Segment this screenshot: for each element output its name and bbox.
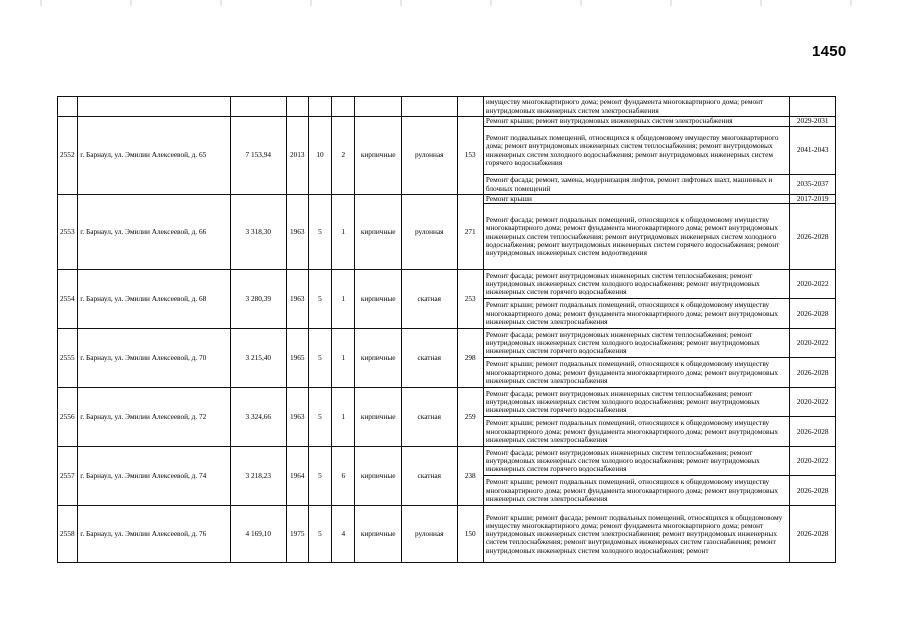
cell-num: 2553 xyxy=(58,195,78,270)
cell-period: 2026-2028 xyxy=(790,204,836,270)
cell-roof: скатная xyxy=(401,270,457,329)
cell-residents: 253 xyxy=(457,270,483,329)
cell-period: 2026-2028 xyxy=(790,417,836,447)
cell-walls xyxy=(355,97,402,117)
table-row xyxy=(58,270,836,299)
cell-roof: скатная xyxy=(401,329,457,388)
cell-address: г. Барнаул, ул. Эмилии Алексеевой, д. 68 xyxy=(78,270,231,329)
cell-year: 1963 xyxy=(286,270,308,329)
cell-num: 2558 xyxy=(58,506,78,563)
cell-floors: 5 xyxy=(308,195,331,270)
cell-num: 2557 xyxy=(58,447,78,506)
cell-period: 2020-2022 xyxy=(790,270,836,299)
cell-num: 2556 xyxy=(58,388,78,447)
cell-roof xyxy=(401,97,457,117)
cell-area: 3 280,39 xyxy=(230,270,286,329)
cell-floors: 10 xyxy=(308,117,331,195)
table-row xyxy=(58,97,836,117)
cell-year: 2013 xyxy=(286,117,308,195)
cell-year: 1964 xyxy=(286,447,308,506)
cell-area xyxy=(230,97,286,117)
cell-entrances: 2 xyxy=(332,117,355,195)
cell-period: 2017-2019 xyxy=(790,195,836,204)
cell-entrances: 1 xyxy=(332,195,355,270)
cell-walls: кирпичные xyxy=(355,117,402,195)
cell-year: 1963 xyxy=(286,195,308,270)
cell-floors: 5 xyxy=(308,329,331,388)
cell-year: 1965 xyxy=(286,329,308,388)
cell-address: г. Барнаул, ул. Эмилии Алексеевой, д. 72 xyxy=(78,388,231,447)
cell-area: 4 169,10 xyxy=(230,506,286,563)
cell-entrances: 1 xyxy=(332,388,355,447)
cell-floors: 5 xyxy=(308,270,331,329)
cell-entrances: 1 xyxy=(332,329,355,388)
scan-artifact xyxy=(0,0,904,6)
cell-area: 3 215,40 xyxy=(230,329,286,388)
table-row xyxy=(58,329,836,358)
cell-period: 2026-2028 xyxy=(790,299,836,329)
cell-year xyxy=(286,97,308,117)
cell-area: 7 153,94 xyxy=(230,117,286,195)
cell-walls: кирпичные xyxy=(355,447,402,506)
cell-entrances: 6 xyxy=(332,447,355,506)
cell-roof: рулонная xyxy=(401,506,457,563)
table-row xyxy=(58,117,836,127)
cell-area: 3 218,23 xyxy=(230,447,286,506)
cell-works: Ремонт крыши; ремонт внутридомовых инженерных систем электроснабжения xyxy=(483,117,790,127)
cell-floors: 5 xyxy=(308,447,331,506)
cell-entrances xyxy=(332,97,355,117)
cell-period: 2020-2022 xyxy=(790,447,836,476)
cell-works: имуществу многоквартирного дома; ремонт фундамента многоквартирного дома; ремонт внутридомовых инженерных систем электроснабжения xyxy=(483,97,790,117)
cell-period: 2035-2037 xyxy=(790,175,836,195)
cell-num xyxy=(58,97,78,117)
cell-floors xyxy=(308,97,331,117)
cell-address: г. Барнаул, ул. Эмилии Алексеевой, д. 74 xyxy=(78,447,231,506)
cell-residents xyxy=(457,97,483,117)
cell-area: 3 324,66 xyxy=(230,388,286,447)
cell-residents: 238 xyxy=(457,447,483,506)
cell-residents: 259 xyxy=(457,388,483,447)
cell-floors: 5 xyxy=(308,506,331,563)
cell-walls: кирпичные xyxy=(355,506,402,563)
cell-residents: 153 xyxy=(457,117,483,195)
cell-works: Ремонт фасада; ремонт внутридомовых инженерных систем теплоснабжения; ремонт внутридомовых инженерных систем холодного водоснабжения; ремонт внутридомовых инженерных систем горячего водоснабжения xyxy=(483,447,790,476)
cell-works: Ремонт фасада; ремонт внутридомовых инженерных систем теплоснабжения; ремонт внутридомовых инженерных систем холодного водоснабжения; ремонт внутридомовых инженерных систем горячего водоснабжения xyxy=(483,329,790,358)
cell-walls: кирпичные xyxy=(355,270,402,329)
cell-roof: скатная xyxy=(401,388,457,447)
cell-address: г. Барнаул, ул. Эмилии Алексеевой, д. 76 xyxy=(78,506,231,563)
cell-walls: кирпичные xyxy=(355,195,402,270)
cell-works: Ремонт крыши; ремонт подвальных помещений, относящихся к общедомовому имуществу многоквартирного дома; ремонт фундамента многоквартирного дома; ремонт внутридомовых инженерных систем электроснабжения xyxy=(483,299,790,329)
housing-repair-table xyxy=(57,96,836,563)
cell-period: 2041-2043 xyxy=(790,127,836,175)
cell-address: г. Барнаул, ул. Эмилии Алексеевой, д. 65 xyxy=(78,117,231,195)
cell-num: 2552 xyxy=(58,117,78,195)
table-row xyxy=(58,388,836,417)
cell-period: 2026-2028 xyxy=(790,506,836,563)
cell-works: Ремонт крыши; ремонт подвальных помещений, относящихся к общедомовому имуществу многоквартирного дома; ремонт фундамента многоквартирного дома; ремонт внутридомовых инженерных систем электроснабжения xyxy=(483,358,790,388)
cell-works: Ремонт фасада; ремонт подвальных помещений, относящихся к общедомовому имуществу многоквартирного дома; ремонт фундамента многоквартирного дома; ремонт внутридомовых инженерных систем теплоснабжения; ремонт внутридомовых инженерных систем холодного водоснабжения; ремонт внутридомовых инженерных систем горячего водоснабжения; ремонт внутридомовых инженерных систем водоотведения xyxy=(483,204,790,270)
cell-residents: 298 xyxy=(457,329,483,388)
cell-num: 2555 xyxy=(58,329,78,388)
cell-works: Ремонт фасада; ремонт внутридомовых инженерных систем теплоснабжения; ремонт внутридомовых инженерных систем холодного водоснабжения; ремонт внутридомовых инженерных систем горячего водоснабжения xyxy=(483,270,790,299)
cell-works: Ремонт фасада; ремонт, замена, модернизация лифтов, ремонт лифтовых шахт, машинных и блочных помещений xyxy=(483,175,790,195)
cell-period: 2029-2031 xyxy=(790,117,836,127)
cell-entrances: 4 xyxy=(332,506,355,563)
cell-walls: кирпичные xyxy=(355,329,402,388)
cell-works: Ремонт крыши; ремонт подвальных помещений, относящихся к общедомовому имуществу многоквартирного дома; ремонт фундамента многоквартирного дома; ремонт внутридомовых инженерных систем электроснабжения xyxy=(483,417,790,447)
cell-works: Ремонт крыши; ремонт фасада; ремонт подвальных помещений, относящихся к общедомовому имуществу многоквартирного дома; ремонт фундамента многоквартирного дома; ремонт внутридомовых инженерных систем электроснабжения; ремонт внутридомовых инженерных систем теплоснабжения; ремонт внутридомовых инженерных систем газоснабжения; ремонт внутридомовых инженерных систем холодного водоснабжения; ремонт xyxy=(483,506,790,563)
cell-period: 2026-2028 xyxy=(790,358,836,388)
cell-period xyxy=(790,97,836,117)
cell-period: 2020-2022 xyxy=(790,329,836,358)
cell-roof: скатная xyxy=(401,447,457,506)
cell-roof: рулонная xyxy=(401,117,457,195)
cell-walls: кирпичные xyxy=(355,388,402,447)
cell-address xyxy=(78,97,231,117)
cell-period: 2020-2022 xyxy=(790,388,836,417)
cell-works: Ремонт подвальных помещений, относящихся к общедомовому имуществу многоквартирного дома; ремонт внутридомовых инженерных систем теплоснабжения; ремонт внутридомовых инженерных систем холодного водоснабжения; ремонт внутридомовых инженерных систем горячего водоснабжения xyxy=(483,127,790,175)
cell-area: 3 318,30 xyxy=(230,195,286,270)
table-row xyxy=(58,506,836,563)
page-number: 1450 xyxy=(812,43,847,60)
cell-address: г. Барнаул, ул. Эмилии Алексеевой, д. 66 xyxy=(78,195,231,270)
cell-year: 1975 xyxy=(286,506,308,563)
cell-works: Ремонт крыши xyxy=(483,195,790,204)
cell-works: Ремонт фасада; ремонт внутридомовых инженерных систем теплоснабжения; ремонт внутридомовых инженерных систем холодного водоснабжения; ремонт внутридомовых инженерных систем горячего водоснабжения xyxy=(483,388,790,417)
cell-residents: 150 xyxy=(457,506,483,563)
cell-works: Ремонт крыши; ремонт подвальных помещений, относящихся к общедомовому имуществу многоквартирного дома; ремонт фундамента многоквартирного дома; ремонт внутридомовых инженерных систем электроснабжения xyxy=(483,476,790,506)
table-row xyxy=(58,195,836,204)
table-row xyxy=(58,447,836,476)
cell-roof: рулонная xyxy=(401,195,457,270)
cell-num: 2554 xyxy=(58,270,78,329)
cell-floors: 5 xyxy=(308,388,331,447)
cell-year: 1963 xyxy=(286,388,308,447)
cell-address: г. Барнаул, ул. Эмилии Алексеевой, д. 70 xyxy=(78,329,231,388)
cell-residents: 271 xyxy=(457,195,483,270)
cell-entrances: 1 xyxy=(332,270,355,329)
cell-period: 2026-2028 xyxy=(790,476,836,506)
table-body xyxy=(58,97,836,563)
